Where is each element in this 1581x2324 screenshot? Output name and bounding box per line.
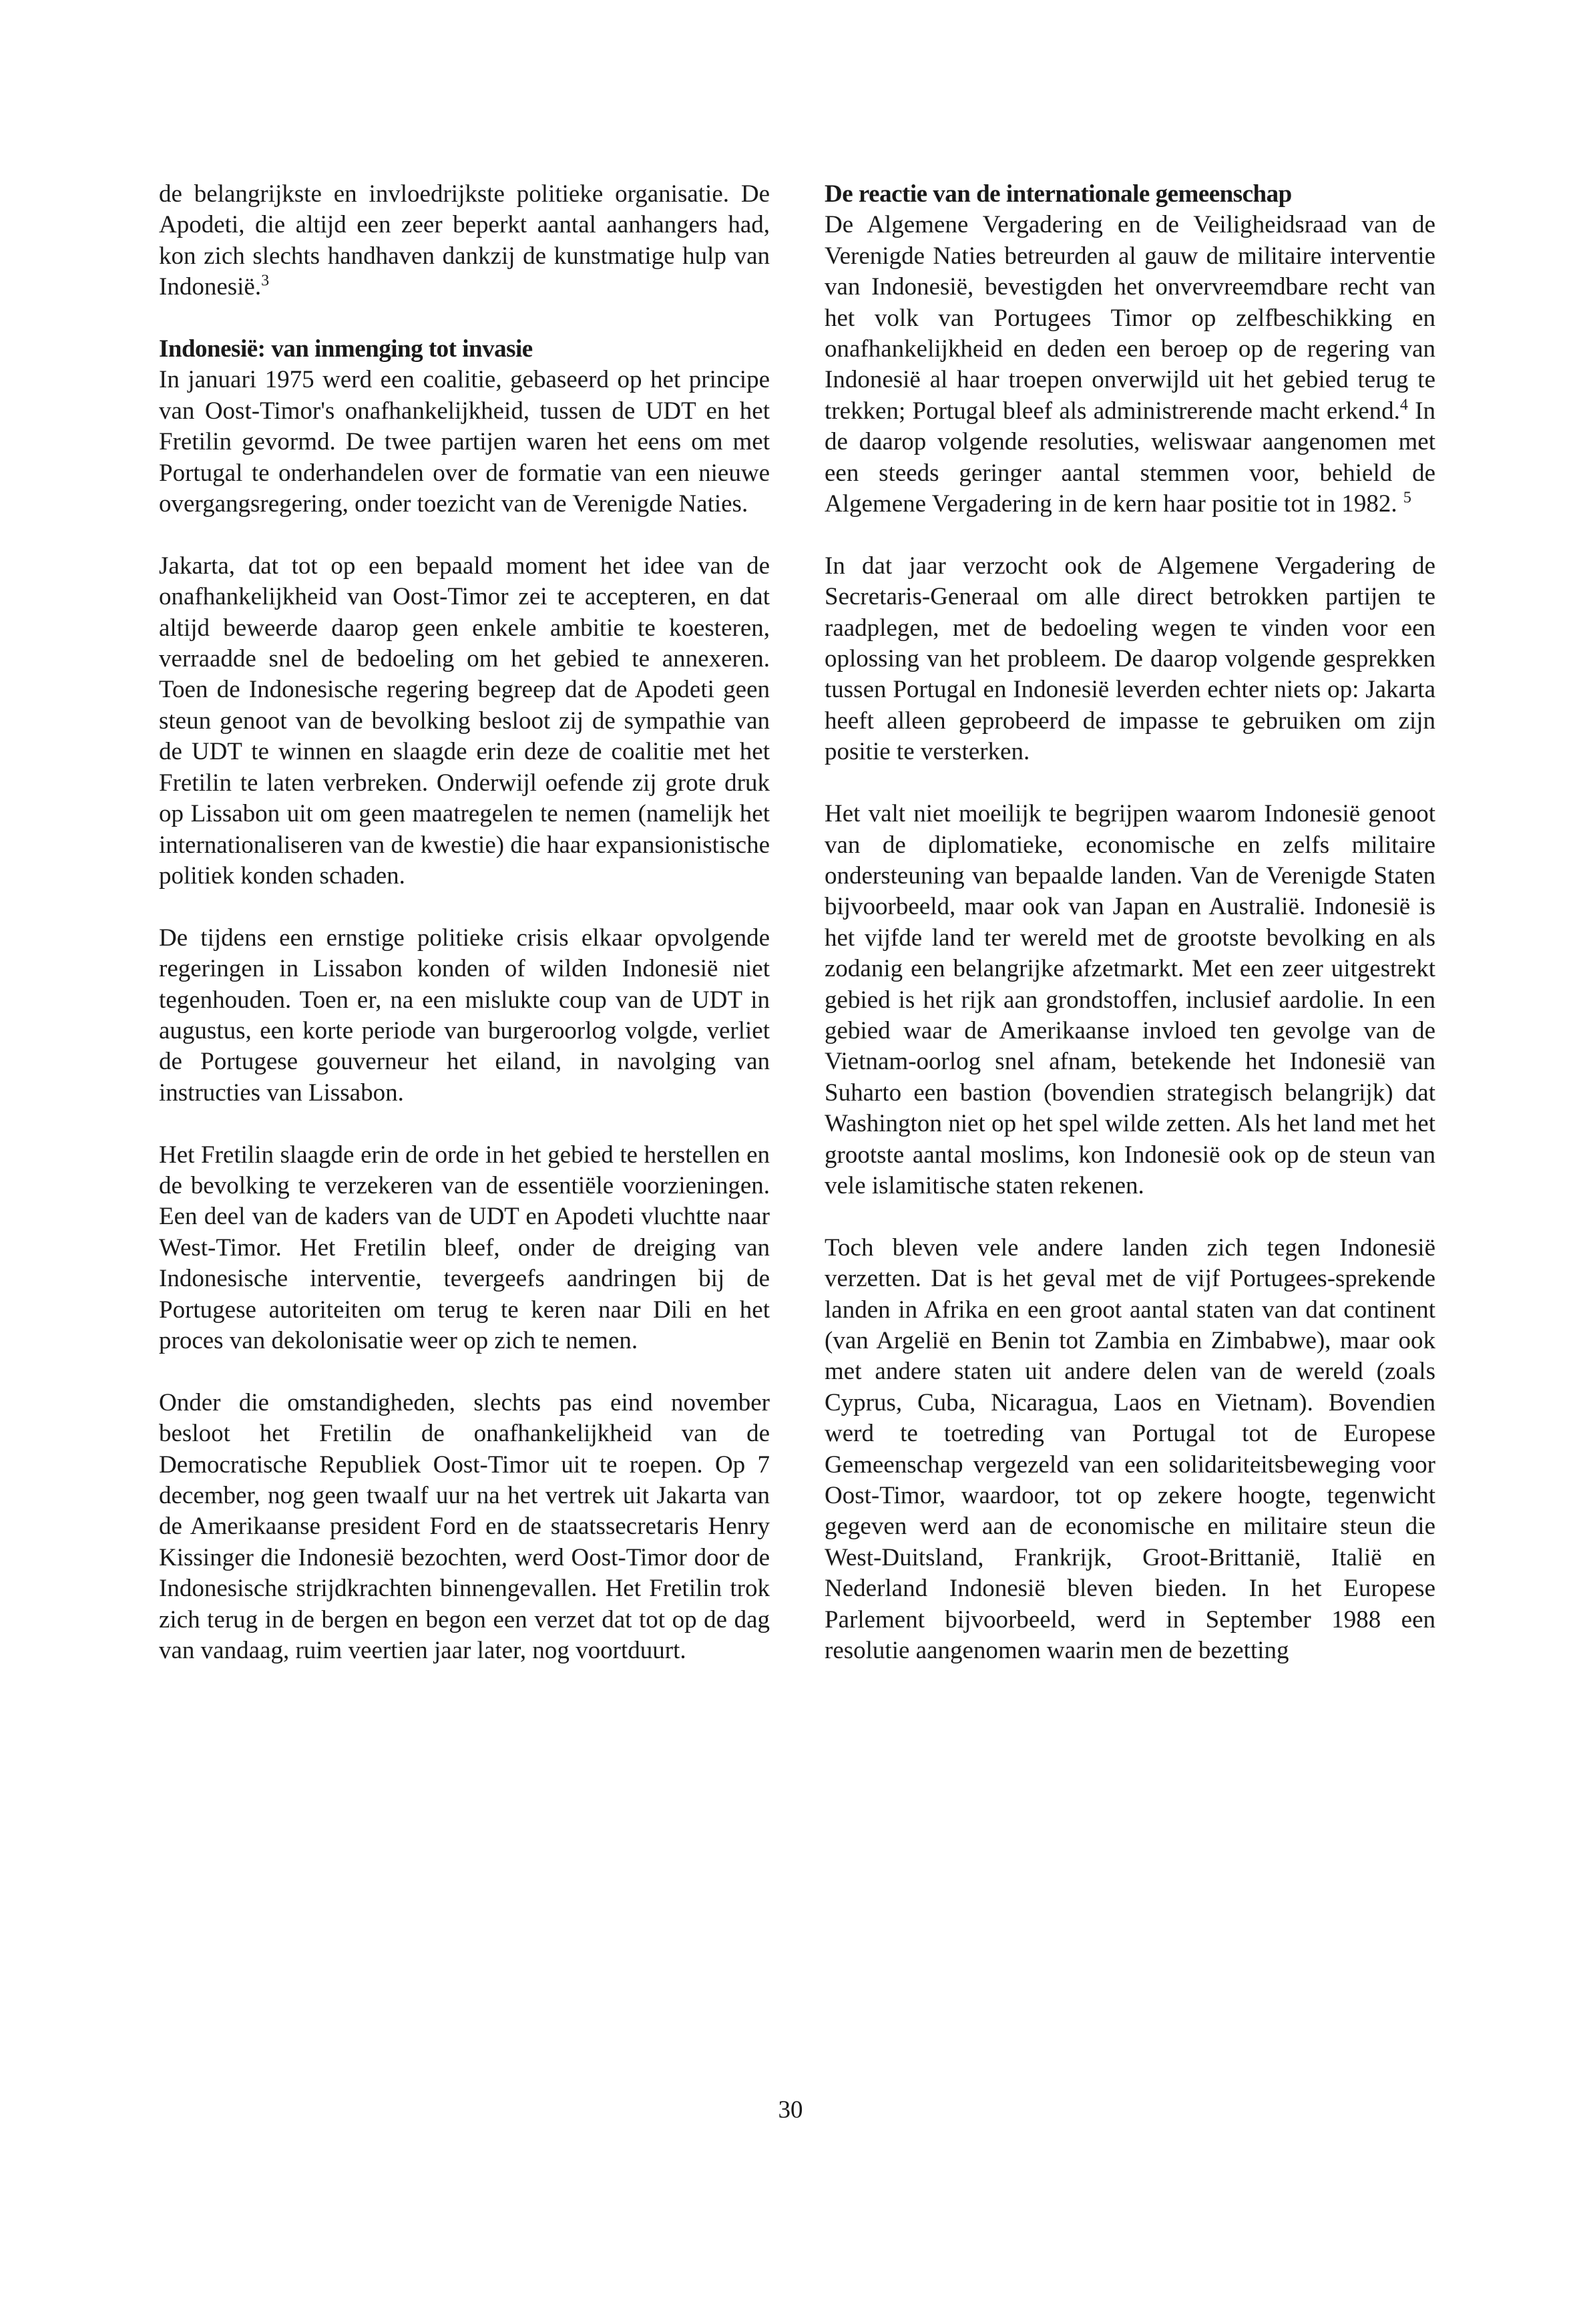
- paragraph-lisbon: De tijdens een ernstige politieke crisis elkaar opvolgende regeringen in Lissabon konden of wilden Indonesië niet tegenhouden. Toen er, na een mislukte coup van de UDT in augustus, een korte periode van burgeroorlog volgde, verliet de Portugese gouverneur het eiland, in navolging van instructies van Lissabon.: [159, 924, 770, 1107]
- page-number: 30: [778, 2096, 803, 2124]
- footnote-ref: 4: [1399, 396, 1408, 414]
- section-heading-invasion: Indonesië: van inmenging tot invasie: [159, 335, 533, 363]
- paragraph-fretilin: Het Fretilin slaagde erin de orde in het gebied te herstellen en de bevolking te verzekeren van de essentiële voorzieningen. Een deel van de kaders van de UDT en Apodeti vluchtte naar West-Timor. Het Fretilin bleef, onder de dreiging van Indonesische interventie, tevergeefs aandringen bij de Portugese autoriteiten om terug te keren naar Dili en het proces van dekolonisatie weer op zich te nemen.: [159, 1141, 770, 1354]
- paragraph-text: De Algemene Vergadering en de Veiligheidsraad van de Verenigde Naties betreurden al gauw de militaire interventie van Indonesië, bevestigden het onvervreemdbare recht van het volk van Portugees Timor op zelfbeschikking en onafhankelijkheid en deden een beroep op de regering van Indonesië al haar troepen onverwijld uit het gebied terug te trekken; Portugal bleef als administrerende macht erkend.: [825, 211, 1435, 425]
- right-column: [825, 179, 1435, 1698]
- footnote-ref: 5: [1403, 489, 1411, 507]
- paragraph-independence: Onder die omstandigheden, slechts pas eind november besloot het Fretilin de onafhankelijkheid van de Democratische Republiek Oost-Timor uit te roepen. Op 7 december, nog geen twaalf uur na het vertrek uit Jakarta van de Amerikaanse president Ford en de staatssecretaris Henry Kissinger die Indonesië bezochten, werd Oost-Timor door de Indonesische strijdkrachten binnengevallen. Het Fretilin trok zich terug in de bergen en begon een verzet dat tot op de dag van vandaag, ruim veertien jaar later, nog voortduurt.: [159, 1388, 770, 1665]
- paragraph-jakarta: Jakarta, dat tot op een bepaald moment het idee van de onafhankelijkheid van Oost-Timor zei te accepteren, en dat altijd beweerde daarop geen enkele ambitie te koesteren, verraadde snel de bedoeling om het gebied te annexeren. Toen de Indonesische regering begreep dat de Apodeti geen steun genoot van de bevolking besloot zij de sympathie van de UDT te winnen en slaagde erin deze de coalitie met het Fretilin te laten verbreken. Onderwijl oefende zij grote druk op Lissabon uit om geen maatregelen te nemen (namelijk het internationaliseren van de kwestie) die haar expansionistische politiek konden schaden.: [159, 552, 770, 890]
- paragraph-text: de belangrijkste en invloedrijkste politieke organisatie. De Apodeti, die altijd een zeer beperkt aantal aanhangers had, kon zich slechts handhaven dankzij de kunstmatige hulp van Indonesië.: [159, 180, 770, 301]
- paragraph-text-cont: In de daarop volgende resoluties, weliswaar aangenomen met een steeds geringer aantal stemmen voor, behield de Algemene Vergadering in de kern haar positie tot in 1982.: [825, 397, 1435, 518]
- paragraph-opposition: Toch bleven vele andere landen zich tegen Indonesië verzetten. Dat is het geval met de vijf Portugees-sprekende landen in Afrika en een groot aantal staten van dat continent (van Argelië en Benin tot Zambia en Zimbabwe), maar ook met andere staten uit andere delen van de wereld (zoals Cyprus, Cuba, Nicaragua, Laos en Vietnam). Bovendien werd te toetreding van Portugal tot de Europese Gemeenschap vergezeld van een solidariteitsbeweging voor Oost-Timor, waardoor, tot op zekere hoogte, tegenwicht gegeven werd aan de economische en militaire steun die West-Duitsland, Frankrijk, Groot-Brittanië, Italië en Nederland Indonesië bleven bieden. In het Europese Parlement bijvoorbeeld, werd in September 1988 een resolutie aangenomen waarin men de bezetting: [825, 1233, 1435, 1665]
- footnote-ref: 3: [261, 272, 270, 290]
- paragraph-coalition: In januari 1975 werd een coalitie, gebaseerd op het principe van Oost-Timor's onafhankelijkheid, tussen de UDT en het Fretilin gevormd. De twee partijen waren het eens om met Portugal te onderhandelen over de formatie van een nieuwe overgangsregering, onder toezicht van de Verenigde Naties.: [159, 366, 770, 518]
- paragraph-support: Het valt niet moeilijk te begrijpen waarom Indonesië genoot van de diplomatieke, economische en zelfs militaire ondersteuning van bepaalde landen. Van de Verenigde Staten bijvoorbeeld, maar ook van Japan en Australië. Indonesië is het vijfde land ter wereld met de grootste bevolking en als zodanig een belangrijke afzetmarkt. Met een zeer uitgestrekt gebied is het rijk aan grondstoffen, inclusief aardolie. In een gebied waar de Amerikaanse invloed ten gevolge van de Vietnam-oorlog snel afnam, betekende het Indonesië van Suharto een bastion (bovendien strategisch belangrijk) dat Washington niet op het spel wilde zetten. Als het land met het grootste aantal moslims, kon Indonesië ook op de steun van vele islamitische staten rekenen.: [825, 800, 1435, 1199]
- paragraph-secretary-general: In dat jaar verzocht ook de Algemene Vergadering de Secretaris-Generaal om alle direct betrokken partijen te raadplegen, met de bedoeling wegen te vinden voor een oplossing van het probleem. De daarop volgende gesprekken tussen Portugal en Indonesië leverden echter niets op: Jakarta heeft alleen geprobeerd de impasse te gebruiken om zijn positie te versterken.: [825, 552, 1435, 766]
- section-heading-international: De reactie van de internationale gemeenschap: [825, 180, 1292, 208]
- paragraph-organisation: [159, 179, 770, 303]
- paragraph-un-reaction: [825, 210, 1435, 520]
- left-column: [159, 179, 770, 1698]
